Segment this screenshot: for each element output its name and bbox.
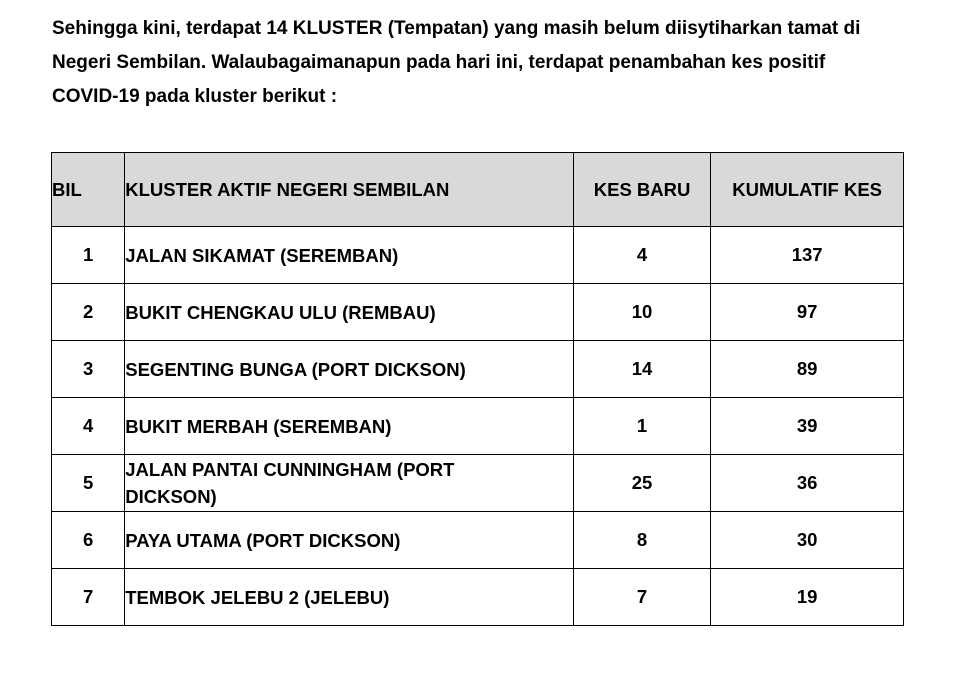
table-row: [52, 341, 904, 398]
header-new-cases: KES BARU: [573, 153, 710, 227]
cluster-name: [125, 455, 574, 512]
new-cases: 25: [573, 455, 710, 512]
intro-line: COVID-19 pada kluster berikut :: [52, 86, 338, 107]
cluster-name: PAYA UTAMA (PORT DICKSON): [125, 512, 574, 569]
new-cases: 7: [573, 569, 710, 626]
row-number: 1: [52, 227, 125, 284]
cluster-name: JALAN SIKAMAT (SEREMBAN): [125, 227, 574, 284]
cluster-table: [51, 152, 904, 626]
cumulative-cases: 36: [711, 455, 904, 512]
table-row: [52, 569, 904, 626]
cluster-name: BUKIT MERBAH (SEREMBAN): [125, 398, 574, 455]
cumulative-cases: 30: [711, 512, 904, 569]
row-number: 6: [52, 512, 125, 569]
row-number: 2: [52, 284, 125, 341]
new-cases: 10: [573, 284, 710, 341]
cumulative-cases: 137: [711, 227, 904, 284]
new-cases: 4: [573, 227, 710, 284]
cumulative-cases: 89: [711, 341, 904, 398]
table-row: [52, 455, 904, 512]
header-cumulative: KUMULATIF KES: [711, 153, 904, 227]
new-cases: 8: [573, 512, 710, 569]
table-header-row: [52, 153, 904, 227]
new-cases: 1: [573, 398, 710, 455]
table-row: [52, 284, 904, 341]
header-bil: BIL: [52, 153, 125, 227]
cluster-name-line: DICKSON): [125, 486, 217, 507]
table-row: [52, 512, 904, 569]
header-cluster: KLUSTER AKTIF NEGERI SEMBILAN: [125, 153, 574, 227]
row-number: 3: [52, 341, 125, 398]
cluster-name-line: JALAN PANTAI CUNNINGHAM (PORT: [125, 459, 455, 480]
new-cases: 14: [573, 341, 710, 398]
table-row: [52, 227, 904, 284]
intro-paragraph: [52, 12, 916, 114]
cluster-name: SEGENTING BUNGA (PORT DICKSON): [125, 341, 574, 398]
intro-line: Negeri Sembilan. Walaubagaimanapun pada hari ini, terdapat penambahan kes positif: [52, 52, 826, 73]
row-number: 5: [52, 455, 125, 512]
cumulative-cases: 97: [711, 284, 904, 341]
intro-line: Sehingga kini, terdapat 14 KLUSTER (Tempatan) yang masih belum diisytiharkan tamat di: [52, 18, 861, 39]
row-number: 4: [52, 398, 125, 455]
cluster-name: BUKIT CHENGKAU ULU (REMBAU): [125, 284, 574, 341]
row-number: 7: [52, 569, 125, 626]
cumulative-cases: 19: [711, 569, 904, 626]
cumulative-cases: 39: [711, 398, 904, 455]
table-row: [52, 398, 904, 455]
cluster-name: TEMBOK JELEBU 2 (JELEBU): [125, 569, 574, 626]
